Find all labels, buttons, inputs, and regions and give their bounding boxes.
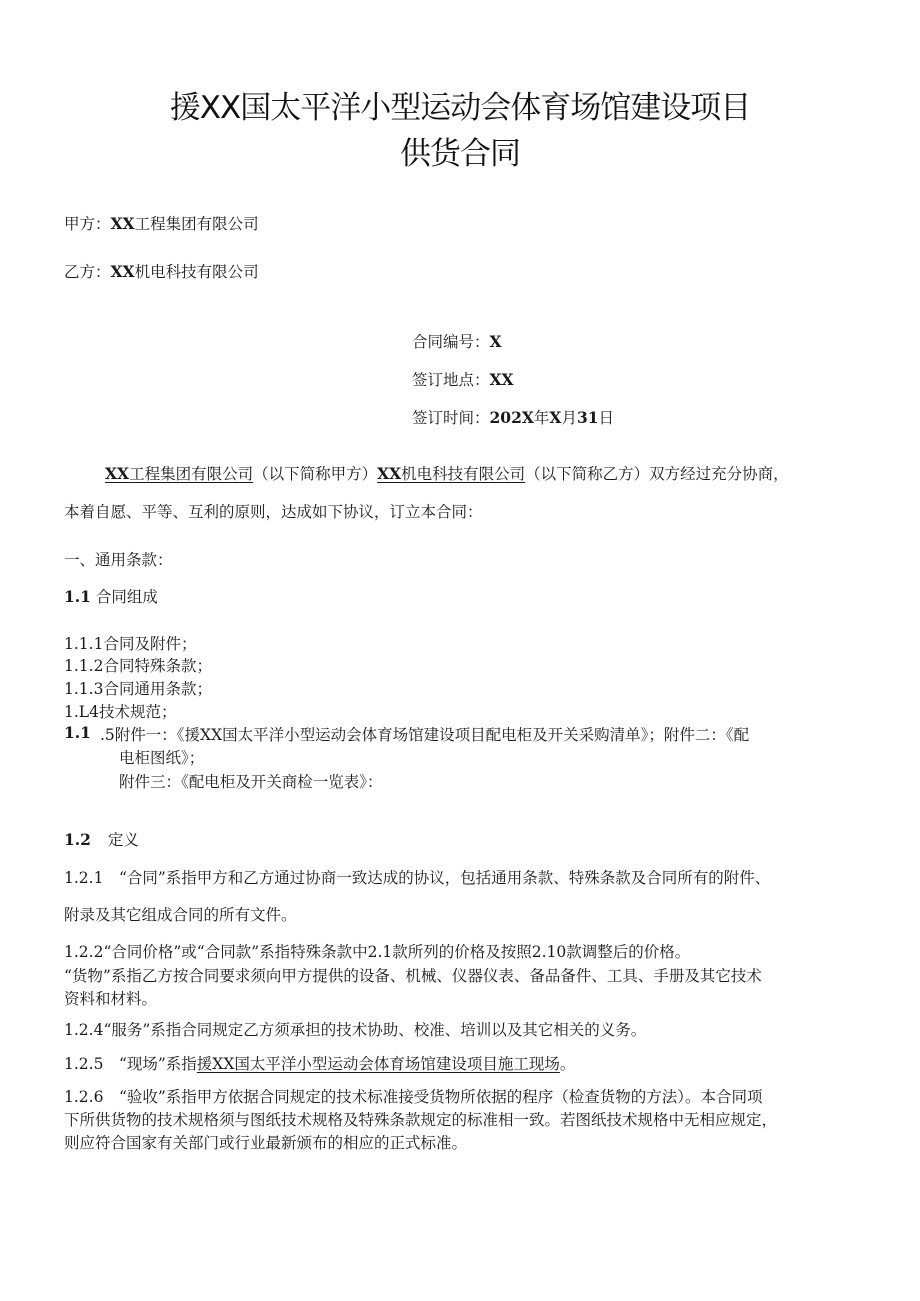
intro-party-b-name: XX — [377, 464, 402, 483]
signing-year-unit: 年 — [533, 409, 550, 427]
signing-place-label: 签订地点： — [412, 371, 490, 389]
signing-day: 31 — [576, 408, 599, 427]
intro-line2: 本着自愿、平等、互利的原则，达成如下协议，订立本合同： — [64, 503, 483, 521]
site-name-link: 援XX国太平洋小型运动会体育场馆建设项目施工现场 — [196, 1055, 560, 1073]
intro-party-a-suffix: 工程集团有限公司 — [129, 465, 254, 483]
list-item: 1.1.3合同通用条款； — [64, 680, 212, 698]
definition-1-2-5 — [64, 1052, 575, 1074]
contract-number-value: X — [489, 332, 502, 351]
intro-party-b — [377, 465, 525, 483]
intro-party-a-note: （以下简称甲方） — [253, 465, 378, 483]
section-1-1-number: 1.1 — [64, 587, 91, 606]
intro-line1 — [105, 462, 789, 484]
list-item: 1.L4技术规范； — [64, 703, 177, 721]
section-1-2-heading — [64, 828, 139, 850]
party-b-suffix: 机电科技有限公司 — [134, 263, 259, 281]
document-title-line1: 援XX国太平洋小型运动会体育场馆建设项目 — [169, 90, 751, 126]
party-a-line — [64, 212, 259, 234]
item-1-1-5-number: 1.1 — [64, 723, 91, 742]
section-1-1-heading — [64, 585, 158, 607]
intro-party-b-suffix: 机电科技有限公司 — [401, 465, 526, 483]
contract-number-label: 合同编号： — [412, 333, 490, 351]
definition-1-2-6-line3: 则应符合国家有关部门或行业最新颁布的相应的正式标准。 — [64, 1134, 468, 1152]
intro-party-a — [105, 465, 253, 483]
list-item: 1.1.1合同及附件； — [64, 635, 197, 653]
party-b-label: 乙方： — [64, 263, 111, 281]
definition-1-2-2: 1.2.2“合同价格”或“合同款”系指特殊条款中2.1款所列的价格及按照2.10款调整后的价格。 — [64, 943, 691, 961]
item-1-1-5-line1: .5附件一：《援XX国太平洋小型运动会体育场馆建设项目配电柜及开关采购清单》；附件二：《配 — [100, 726, 750, 744]
party-a-label: 甲方： — [64, 215, 111, 233]
section-1-1-title: 合同组成 — [95, 588, 158, 606]
intro-party-b-note: （以下简称乙方）双方经过充分协商， — [525, 465, 789, 483]
definition-1-2-5-prefix: 1.2.5 “现场”系指 — [64, 1055, 197, 1073]
intro-party-a-name: XX — [105, 464, 130, 483]
section-1-2-title: 定义 — [107, 831, 139, 849]
definition-1-2-5-suffix: 。 — [559, 1055, 576, 1073]
signing-month: X — [549, 408, 562, 427]
party-b-line — [64, 260, 259, 282]
signing-place-line — [412, 368, 514, 390]
definition-goods-line2: 资料和材料。 — [64, 990, 158, 1008]
signing-time-line — [412, 406, 614, 428]
party-b-name: XX — [110, 262, 135, 281]
definition-1-2-1-line2: 附录及其它组成合同的所有文件。 — [64, 906, 297, 924]
signing-time-label: 签订时间： — [412, 409, 490, 427]
contract-number-line — [412, 330, 502, 352]
item-1-1-5-line3: 附件三：《配电柜及开关商检一览表》： — [119, 773, 383, 791]
section-1-2-number: 1.2 — [64, 830, 91, 849]
item-1-1-5-line2: 电柜图纸》； — [119, 749, 205, 767]
signing-place-value: XX — [489, 370, 514, 389]
list-item: 1.1.2合同特殊条款； — [64, 657, 212, 675]
party-a-name: XX — [110, 214, 135, 233]
document-title-line2: 供货合同 — [400, 136, 520, 172]
party-a-suffix: 工程集团有限公司 — [134, 215, 259, 233]
definition-1-2-1-line1: 1.2.1 “合同”系指甲方和乙方通过协商一致达成的协议，包括通用条款、特殊条款及合同所有的附件、 — [64, 869, 771, 887]
signing-day-unit: 日 — [598, 409, 615, 427]
section-general-heading: 一、通用条款： — [64, 551, 173, 569]
definition-1-2-4: 1.2.4“服务”系指合同规定乙方须承担的技术协助、校准、培训以及其它相关的义务。 — [64, 1021, 647, 1039]
definition-1-2-6-line2: 下所供货物的技术规格须与图纸技术规格及特殊条款规定的标准相一致。若图纸技术规格中无相应规定， — [64, 1111, 778, 1129]
signing-month-unit: 月 — [561, 409, 577, 427]
definition-1-2-6-line1: 1.2.6 “验收”系指甲方依据合同规定的技术标准接受货物所依据的程序（检查货物的方法）。本合同项 — [64, 1088, 763, 1106]
signing-year: 202X — [489, 408, 534, 427]
definition-goods-line1: “货物”系指乙方按合同要求须向甲方提供的设备、机械、仪器仪表、备品备件、工具、手册及其它技术 — [64, 967, 762, 985]
